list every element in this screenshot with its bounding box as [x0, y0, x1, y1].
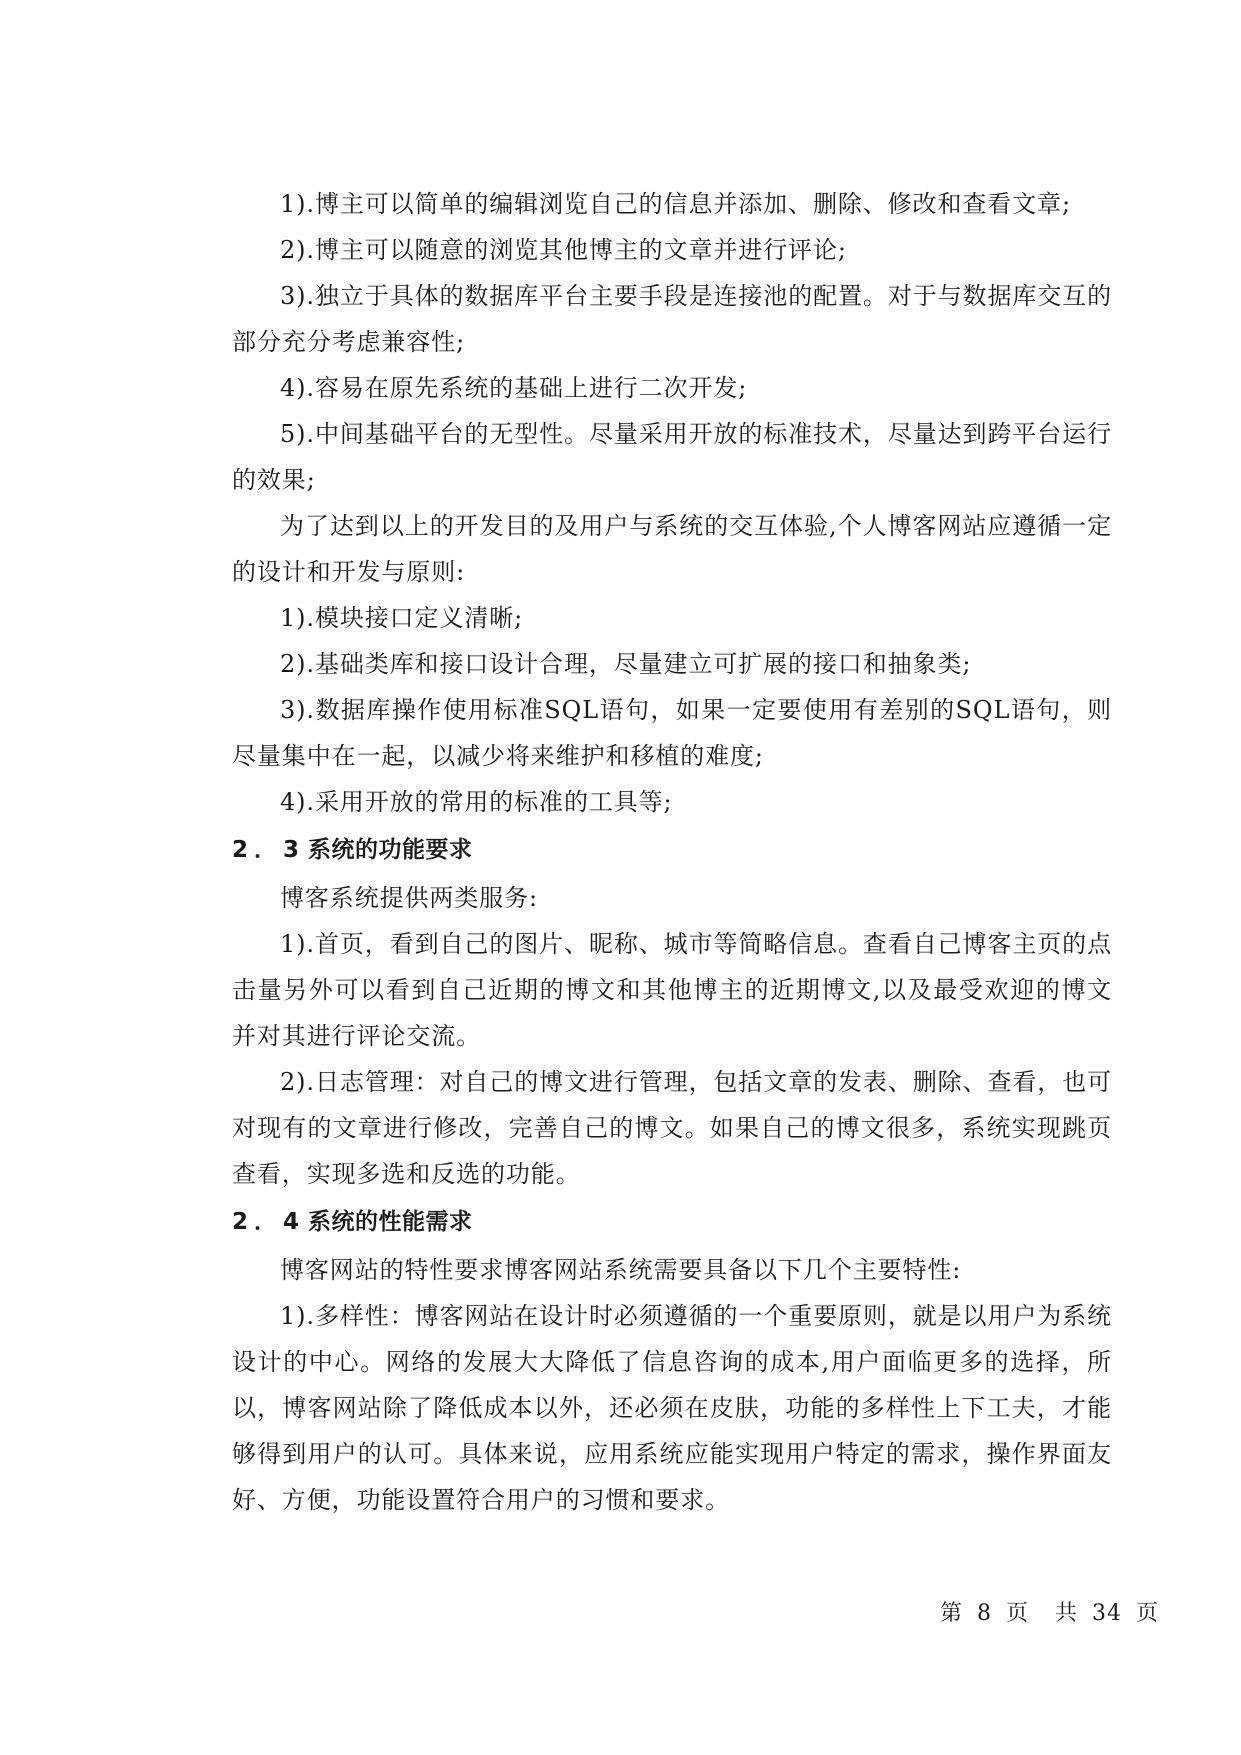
footer-page-number: 8 [977, 1601, 993, 1626]
page-footer [940, 1596, 1165, 1627]
list-item: 5).中间基础平台的无型性。尽量采用开放的标准技术，尽量达到跨平台运行的效果; [232, 420, 1112, 494]
footer-total-pages: 34 [1092, 1601, 1123, 1626]
section-number: 2．4 [232, 1209, 306, 1235]
list-item: 3).独立于具体的数据库平台主要手段是连接池的配置。对于与数据库交互的部分充分考虑兼容性; [232, 282, 1112, 356]
list-item: 2).日志管理：对自己的博文进行管理，包括文章的发表、删除、查看，也可对现有的文章进行修改，完善自己的博文。如果自己的博文很多，系统实现跳页查看，实现多选和反选的功能。 [232, 1068, 1112, 1188]
section-heading-2-4 [232, 1199, 1112, 1245]
footer-ye: 页 [1006, 1601, 1030, 1626]
footer-di: 第 [940, 1601, 964, 1626]
list-item: 4).采用开放的常用的标准的工具等; [280, 788, 673, 816]
list-item: 2).基础类库和接口设计合理，尽量建立可扩展的接口和抽象类; [280, 650, 972, 678]
footer-gong: 共 [1055, 1601, 1079, 1626]
section-heading-2-3 [232, 827, 1112, 873]
section-title: 系统的功能要求 [308, 837, 473, 863]
section-number: 2．3 [232, 837, 306, 863]
list-item: 1).多样性：博客网站在设计时必须遵循的一个重要原则，就是以用户为系统设计的中心。网络的发展大大降低了信息咨询的成本,用户面临更多的选择，所以，博客网站除了降低成本以外，还必须在皮肤，功能的多样性上下工夫，才能够得到用户的认可。具体来说，应用系统应能实现用户特定的需求，操作界面友好、方便，功能设置符合用户的习惯和要求。 [232, 1302, 1112, 1514]
list-item: 1).模块接口定义清晰; [280, 604, 524, 632]
list-item: 1).博主可以简单的编辑浏览自己的信息并添加、删除、修改和查看文章; [280, 190, 1071, 218]
list-item: 2).博主可以随意的浏览其他博主的文章并进行评论; [280, 236, 847, 264]
document-body [232, 181, 1112, 1523]
paragraph: 博客系统提供两类服务: [280, 884, 538, 912]
list-item: 4).容易在原先系统的基础上进行二次开发; [280, 374, 748, 402]
list-item: 1).首页，看到自己的图片、昵称、城市等简略信息。查看自己博客主页的点击量另外可以看到自己近期的博文和其他博主的近期博文,以及最受欢迎的博文并对其进行评论交流。 [232, 930, 1112, 1050]
paragraph: 为了达到以上的开发目的及用户与系统的交互体验,个人博客网站应遵循一定的设计和开发与原则: [232, 512, 1112, 586]
list-item: 3).数据库操作使用标准SQL语句，如果一定要使用有差别的SQL语句，则尽量集中在一起，以减少将来维护和移植的难度; [232, 696, 1112, 770]
paragraph: 博客网站的特性要求博客网站系统需要具备以下几个主要特性: [280, 1256, 962, 1284]
section-title: 系统的性能需求 [308, 1209, 473, 1235]
footer-ye-2: 页 [1136, 1601, 1160, 1626]
